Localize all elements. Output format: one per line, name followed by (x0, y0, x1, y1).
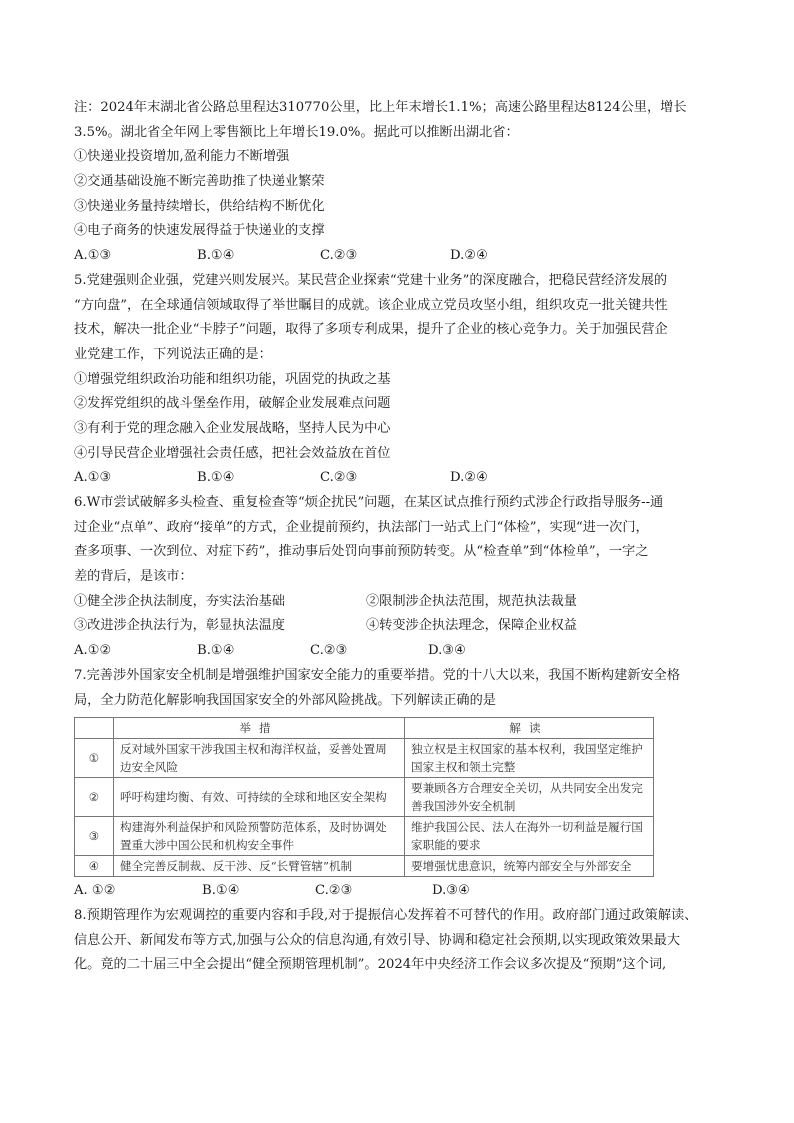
q4-option-c[interactable]: C.②③ (320, 248, 358, 264)
q7-row-num: ④ (75, 856, 114, 877)
table-row (75, 856, 654, 877)
q5-options (74, 466, 724, 491)
q6-stem-line-4: 差的背后，是该市： (74, 569, 193, 585)
q7-option-d[interactable]: D.③④ (432, 883, 470, 899)
q6-stem-line-1: 6.W市尝试破解多头检查、重复检查等“烦企扰民”问题，在某区试点推行预约式涉企行政指导服务--通 (74, 495, 664, 510)
q7-row-num: ② (75, 778, 114, 817)
q8-stem-line-1: 8.预期管理作为宏观调控的重要内容和手段,对于提振信心发挥着不可替代的作用。政府部门通过政策解读、 (74, 907, 698, 923)
q4-options (74, 244, 724, 269)
q7-table-header-row (75, 718, 654, 739)
q6-stem-line-3: 查多项事、一次到位、对症下药”，推动事后处罚向事前预防转变。从“检查单”到“体检单”，一字之 (74, 544, 649, 560)
q5-item-2: ②发挥党组织的战斗堡垒作用，破解企业发展难点问题 (74, 396, 391, 412)
q6-item-4: ④转变涉企执法理念，保障企业权益 (366, 618, 577, 634)
q7-option-a[interactable]: A. ①② (74, 883, 116, 899)
q7-row-reading: 要增强忧患意识，统筹内部安全与外部安全 (405, 856, 654, 877)
q5-option-d[interactable]: D.②④ (450, 470, 488, 486)
q6-items-row-1 (74, 590, 724, 615)
q8-stem-line-3: 化。竟的二十届三中全会提出“健全预期管理机制”。2024年中央经济工作会议多次提及“预期”这个词, (74, 957, 667, 973)
q7-row-num: ③ (75, 817, 114, 856)
q7-row-measure: 呼吁构建均衡、有效、可持续的全球和地区安全架构 (114, 778, 405, 817)
q7-option-c[interactable]: C.②③ (315, 883, 353, 899)
q7-header-measure: 举措 (114, 718, 405, 739)
q4-option-d[interactable]: D.②④ (450, 248, 488, 264)
table-row (75, 739, 654, 778)
q5-option-a[interactable]: A.①③ (74, 470, 112, 486)
q6-items-row-2 (74, 614, 724, 639)
q6-options (74, 639, 724, 664)
note-line-2: 3.5%。湖北省全年网上零售额比上年增长19.0%。据此可以推断出湖北省： (74, 124, 519, 140)
q7-option-b[interactable]: B.①④ (202, 883, 240, 899)
q5-item-1: ①增强党组织政治功能和组织功能，巩固党的执政之基 (74, 371, 391, 387)
q6-item-1: ①健全涉企执法制度，夯实法治基础 (74, 593, 285, 609)
q7-stem-line-1: 7.完善涉外国家安全机制是增强维护国家安全能力的重要举措。党的十八大以来，我国不断构建新安全格 (74, 667, 681, 683)
q5-option-c[interactable]: C.②③ (320, 470, 358, 486)
q7-header-blank (75, 718, 114, 739)
q6-stem-line-2: 过企业“点单”、政府“接单”的方式，企业提前预约，执法部门一站式上门“体检”，实现“进一次门， (74, 519, 649, 535)
q5-stem-line-1: 5.党建强则企业强，党建兴则发展兴。某民营企业探索“党建十业务”的深度融合，把稳民营经济发展的 (74, 272, 668, 288)
q7-row-measure: 健全完善反制裁、反干涉、反“长臂管辖”机制 (114, 856, 405, 877)
q8-stem-line-2: 信息公开、新闻发布等方式,加强与公众的信息沟通,有效引导、协调和稳定社会预期,以实现政策效果最大 (74, 932, 681, 948)
q4-item-4: ④电子商务的快速发展得益于快递业的支撑 (74, 223, 325, 239)
q4-option-b[interactable]: B.①④ (197, 248, 235, 264)
q7-options (74, 879, 724, 904)
q4-item-2: ②交通基础设施不断完善助推了快递业繁荣 (74, 174, 325, 190)
exam-page (74, 96, 724, 978)
q7-header-reading: 解读 (405, 718, 654, 739)
q7-row-measure: 反对域外国家干涉我国主权和海洋权益，妥善处置周边安全风险 (114, 739, 405, 778)
q7-row-num: ① (75, 739, 114, 778)
q4-item-3: ③快递业务量持续增长，供给结构不断优化 (74, 198, 325, 214)
q7-row-reading: 要兼顾各方合理安全关切，从共同安全出发完善我国涉外安全机制 (405, 778, 654, 817)
q7-row-reading: 维护我国公民、法人在海外一切利益是履行国家职能的要求 (405, 817, 654, 856)
q5-stem-line-2: “方向盘”，在全球通信领域取得了举世瞩目的成就。该企业成立党员攻坚小组，组织攻克一批关键共性 (74, 297, 668, 313)
q5-item-4: ④引导民营企业增强社会责任感，把社会效益放在首位 (74, 445, 391, 461)
q6-option-c[interactable]: C.②③ (310, 643, 348, 659)
q6-option-a[interactable]: A.①② (74, 643, 112, 659)
q6-option-d[interactable]: D.③④ (428, 643, 466, 659)
q7-row-measure: 构建海外利益保护和风险预警防范体系，及时协调处置重大涉中国公民和机构安全事件 (114, 817, 405, 856)
q7-stem-line-2: 局，全力防范化解影响我国国家安全的外部风险挑战。下列解读正确的是 (74, 692, 496, 708)
q4-item-1: ①快递业投资增加,盈利能力不断增强 (74, 149, 290, 165)
q6-item-3: ③改进涉企执法行为，彰显执法温度 (74, 618, 285, 634)
q7-row-reading: 独立权是主权国家的基本权利，我国坚定维护国家主权和领土完整 (405, 739, 654, 778)
q5-stem-line-4: 业党建工作，下列说法正确的是： (74, 346, 272, 362)
q6-option-b[interactable]: B.①④ (197, 643, 235, 659)
note-line-1: 注：2024年末湖北省公路总里程达310770公里，比上年末增长1.1%；高速公路里程达8124公里，增长 (74, 100, 687, 115)
table-row (75, 817, 654, 856)
q6-item-2: ②限制涉企执法范围，规范执法裁量 (366, 593, 577, 609)
q5-item-3: ③有利于党的理念融入企业发展战略，坚持人民为中心 (74, 420, 391, 436)
q7-table (74, 717, 654, 877)
q4-option-a[interactable]: A.①③ (74, 248, 112, 264)
q5-stem-line-3: 技术，解决一批企业“卡脖子”问题，取得了多项专利成果，提升了企业的核心竞争力。关于加强民营企 (74, 322, 668, 338)
q5-option-b[interactable]: B.①④ (197, 470, 235, 486)
table-row (75, 778, 654, 817)
